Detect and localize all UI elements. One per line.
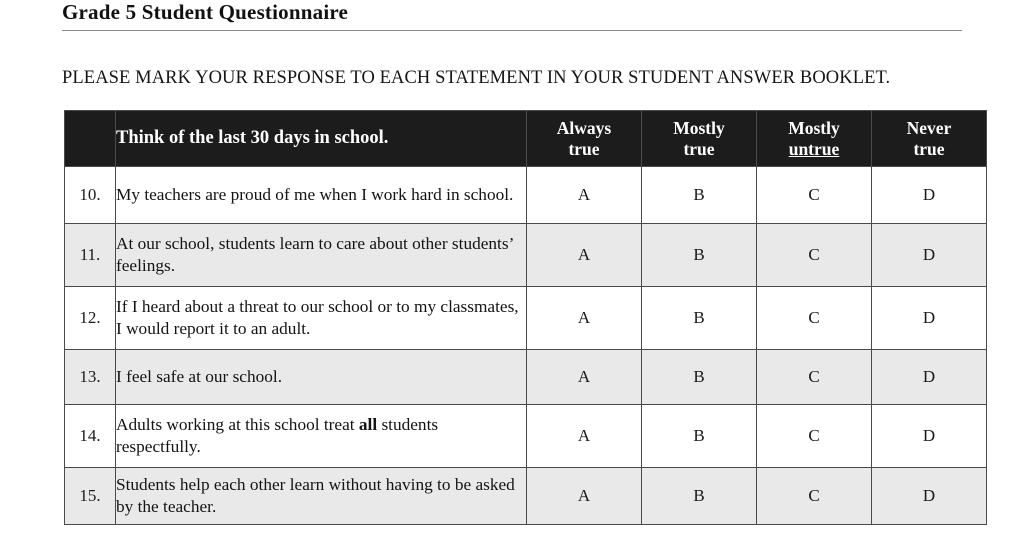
row-choice-a[interactable]: A xyxy=(527,405,642,468)
row-choice-d[interactable]: D xyxy=(872,287,987,350)
row-choice-d[interactable]: D xyxy=(872,468,987,525)
header-option-mostly-untrue xyxy=(757,111,872,167)
row-choice-c[interactable]: C xyxy=(757,468,872,525)
row-choice-a[interactable]: A xyxy=(527,224,642,287)
table-row xyxy=(65,468,987,525)
row-choice-a[interactable]: A xyxy=(527,287,642,350)
table-header xyxy=(65,111,987,167)
row-number: 13. xyxy=(65,350,116,405)
table-row xyxy=(65,167,987,224)
row-choice-b[interactable]: B xyxy=(642,224,757,287)
row-choice-d[interactable]: D xyxy=(872,167,987,224)
table-row xyxy=(65,287,987,350)
table-row xyxy=(65,350,987,405)
row-choice-c[interactable]: C xyxy=(757,224,872,287)
row-choice-c[interactable]: C xyxy=(757,350,872,405)
page-title: Grade 5 Student Questionnaire xyxy=(62,0,349,24)
header-option-always-true xyxy=(527,111,642,167)
row-statement: My teachers are proud of me when I work hard in school. xyxy=(116,167,527,224)
row-number: 15. xyxy=(65,468,116,525)
row-statement: I feel safe at our school. xyxy=(116,350,527,405)
header-option-never-true xyxy=(872,111,987,167)
header-option-4-line2: true xyxy=(913,138,945,159)
header-row xyxy=(65,111,987,167)
table-row xyxy=(65,224,987,287)
row-choice-b[interactable]: B xyxy=(642,350,757,405)
row-choice-a[interactable]: A xyxy=(527,167,642,224)
header-option-2-line1: Mostly xyxy=(673,117,725,138)
header-option-1-line2: true xyxy=(568,138,600,159)
row-statement: If I heard about a threat to our school or to my classmates, I would report it to an adult. xyxy=(116,287,527,350)
row-statement: At our school, students learn to care about other students’ feelings. xyxy=(116,224,527,287)
header-prompt: Think of the last 30 days in school. xyxy=(116,111,527,167)
row-number: 14. xyxy=(65,405,116,468)
header-option-4-line1: Never xyxy=(906,117,952,138)
row-choice-b[interactable]: B xyxy=(642,468,757,525)
header-option-mostly-true xyxy=(642,111,757,167)
row-choice-b[interactable]: B xyxy=(642,167,757,224)
row-number: 11. xyxy=(65,224,116,287)
row-choice-d[interactable]: D xyxy=(872,224,987,287)
row-statement: Students help each other learn without having to be asked by the teacher. xyxy=(116,468,527,525)
row-choice-b[interactable]: B xyxy=(642,405,757,468)
row-choice-a[interactable]: A xyxy=(527,350,642,405)
questionnaire-table xyxy=(64,110,987,525)
header-option-1-line1: Always xyxy=(556,117,612,138)
table-body xyxy=(65,167,987,525)
header-number xyxy=(65,111,116,167)
row-number: 10. xyxy=(65,167,116,224)
row-choice-c[interactable]: C xyxy=(757,405,872,468)
table-row xyxy=(65,405,987,468)
row-choice-d[interactable]: D xyxy=(872,350,987,405)
title-divider xyxy=(62,30,962,31)
row-choice-a[interactable]: A xyxy=(527,468,642,525)
instruction-text: PLEASE MARK YOUR RESPONSE TO EACH STATEMENT IN YOUR STUDENT ANSWER BOOKLET. xyxy=(62,68,891,88)
row-statement: Adults working at this school treat all students respectfully. xyxy=(116,405,527,468)
header-option-3-line2: untrue xyxy=(788,138,840,159)
header-option-2-line2: true xyxy=(683,138,715,159)
row-choice-c[interactable]: C xyxy=(757,287,872,350)
header-option-3-line1: Mostly xyxy=(788,117,840,138)
row-number: 12. xyxy=(65,287,116,350)
row-choice-d[interactable]: D xyxy=(872,405,987,468)
row-choice-b[interactable]: B xyxy=(642,287,757,350)
row-choice-c[interactable]: C xyxy=(757,167,872,224)
